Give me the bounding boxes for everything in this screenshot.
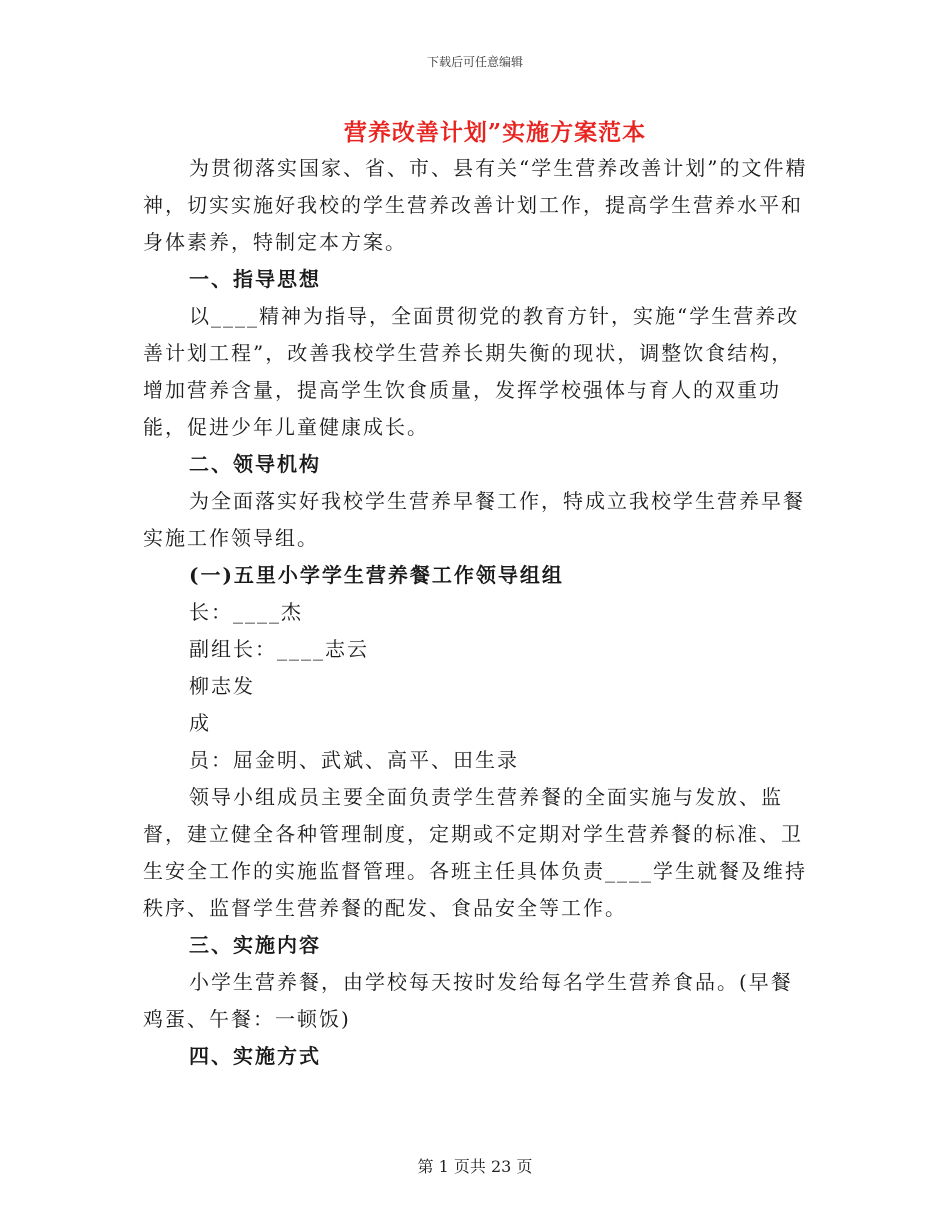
section-2-body: 为全面落实好我校学生营养早餐工作，特成立我校学生营养早餐实施工作领导组。	[143, 489, 805, 550]
intro-paragraph: 为贯彻落实国家、省、市、县有关“学生营养改善计划”的文件精神，切实实施好我校的学生营养改善计划工作，提高学生营养水平和身体素养，特制定本方案。	[143, 156, 808, 254]
deputy-leader-line-2: 柳志发	[189, 674, 255, 698]
section-2-heading: 二、领导机构	[189, 452, 321, 476]
leader-line: 长：____杰	[189, 600, 303, 624]
deputy-leader-line: 副组长：____志云	[189, 637, 369, 661]
document-body	[143, 150, 811, 1075]
section-4-heading: 四、实施方式	[189, 1044, 321, 1068]
document-title: 营养改善计划”实施方案范本	[343, 119, 647, 146]
page-header: 下载后可任意编辑	[426, 55, 523, 69]
section-2-duty: 领导小组成员主要全面负责学生营养餐的全面实施与发放、监督，建立健全各种管理制度，定期或不定期对学生营养餐的标准、卫生安全工作的实施监督管理。各班主任具体负责____学生就餐及维持秩序、监督学生营养餐的配发、食品安全等工作。	[143, 785, 807, 920]
section-3-body: 小学生营养餐，由学校每天按时发给每名学生营养食品。(早餐鸡蛋、午餐：一顿饭)	[143, 970, 793, 1031]
member-label-line: 成	[189, 711, 211, 735]
section-2-subheading: (一)五里小学学生营养餐工作领导组组	[189, 563, 564, 587]
members-line: 员：屈金明、武斌、高平、田生录	[189, 748, 519, 772]
section-3-heading: 三、实施内容	[189, 933, 321, 957]
page-footer: 第 1 页共 23 页	[417, 1157, 533, 1176]
section-1-heading: 一、指导思想	[189, 267, 321, 291]
section-1-body: 以____精神为指导，全面贯彻党的教育方针，实施“学生营养改善计划工程”，改善我校学生营养长期失衡的现状，调整饮食结构，增加营养含量，提高学生饮食质量，发挥学校强体与育人的双重功能，促进少年儿童健康成长。	[143, 304, 800, 439]
